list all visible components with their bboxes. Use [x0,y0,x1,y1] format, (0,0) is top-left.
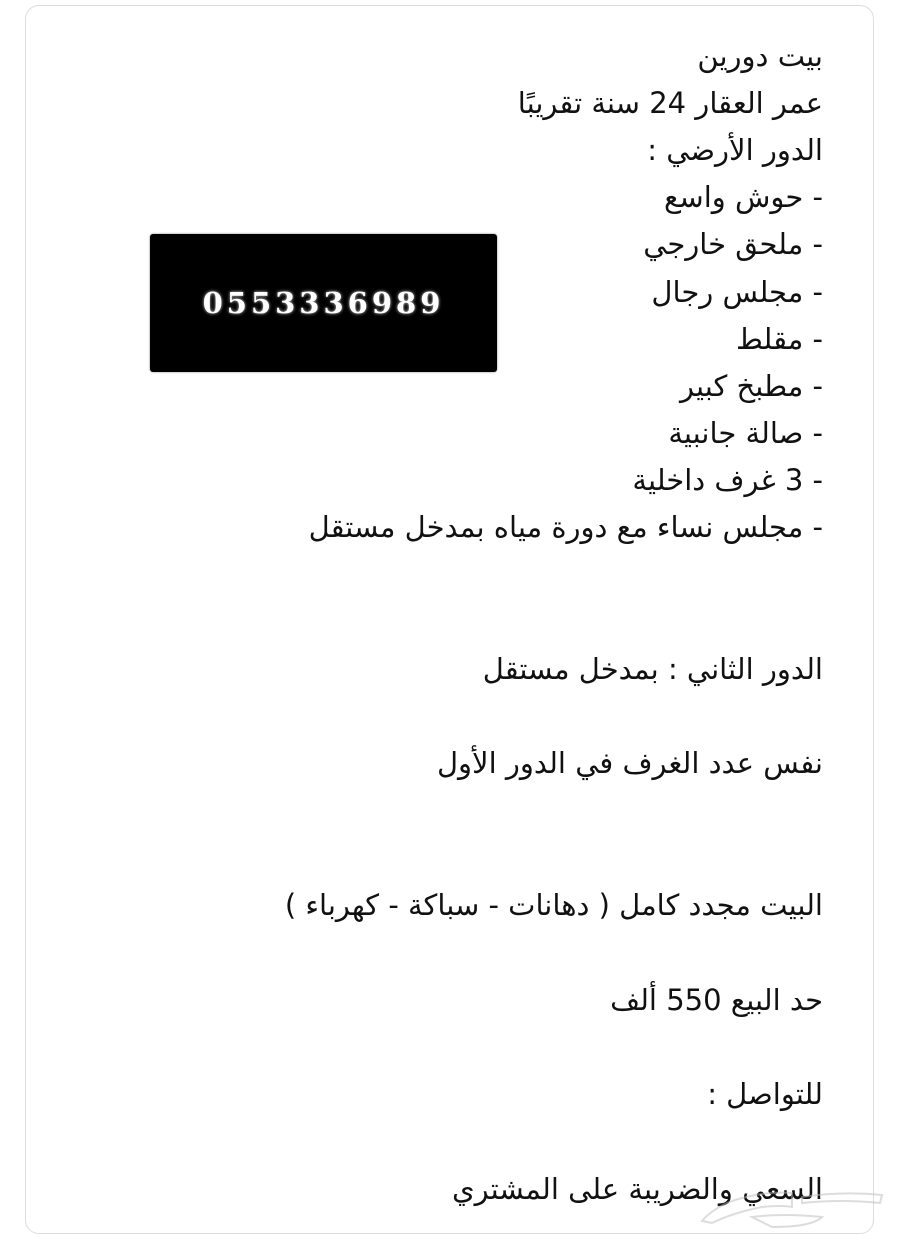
listing-line: - مطبخ كبير [679,369,823,403]
listing-line: للتواصل : [707,1077,823,1111]
listing-line: نفس عدد الغرف في الدور الأول [436,746,823,780]
listing-line: - مجلس نساء مع دورة مياه بمدخل مستقل [308,510,823,544]
listing-line: - حوش واسع [663,180,823,214]
listing-line: - مقلط [735,322,823,356]
listing-line: الدور الأرضي : [647,133,823,167]
listing-line: السعي والضريبة على المشتري [451,1172,823,1206]
phone-number-image [150,234,497,372]
listing-line: - مجلس رجال [651,275,823,309]
listing-line: - صالة جانبية [668,416,823,450]
listing-card [25,5,874,1234]
listing-line: - ملحق خارجي [643,227,823,261]
listing-line: الدور الثاني : بمدخل مستقل [482,652,823,686]
phone-number: 0553336989 [202,286,445,320]
listing-line: حد البيع 550 ألف [610,983,823,1017]
listing-line: البيت مجدد كامل ( دهانات - سباكة - كهرباء ) [284,888,823,922]
listing-line: بيت دورين [697,39,823,73]
listing-line: - 3 غرف داخلية [632,463,823,497]
haraj-logo-watermark [692,1173,892,1233]
listing-line: عمر العقار 24 سنة تقريبًا [517,86,823,120]
